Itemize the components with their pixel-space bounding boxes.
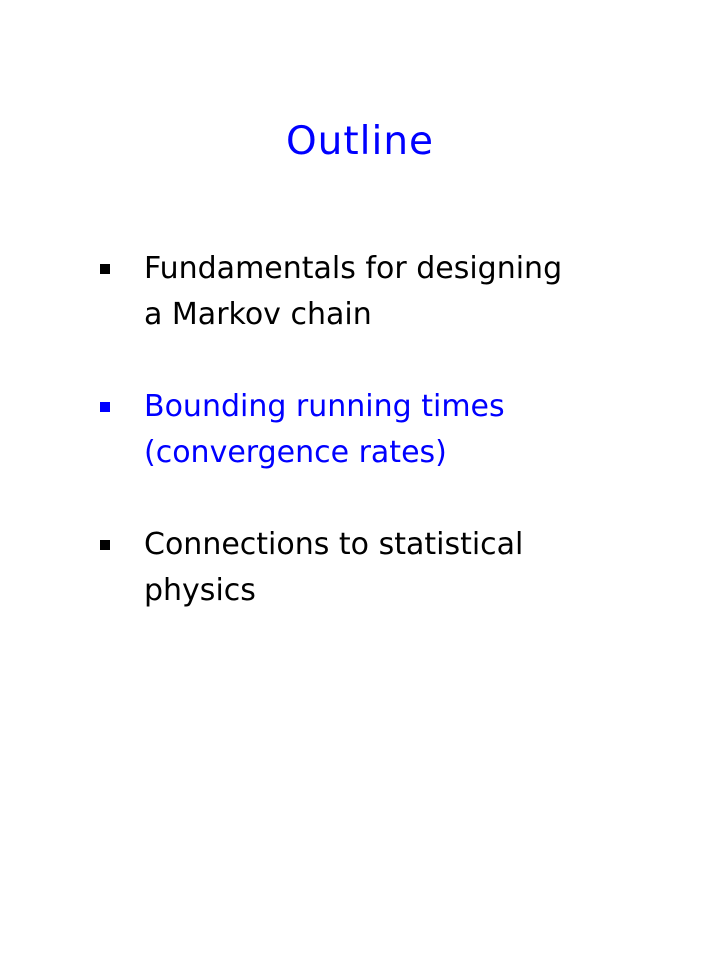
bullet-item-bounding-running-times [100, 384, 700, 476]
slide-title: Outline [285, 119, 435, 164]
bullet-text: Bounding running times (convergence rates) [144, 389, 505, 470]
bullet-text: Connections to statistical physics [144, 527, 524, 608]
square-bullet-icon [100, 264, 110, 274]
bullet-item-fundamentals [100, 246, 700, 338]
square-bullet-icon [100, 540, 110, 550]
bullet-item-connections [100, 522, 700, 614]
square-bullet-icon [100, 402, 110, 412]
bullet-text: Fundamentals for designing a Markov chain [144, 251, 563, 332]
